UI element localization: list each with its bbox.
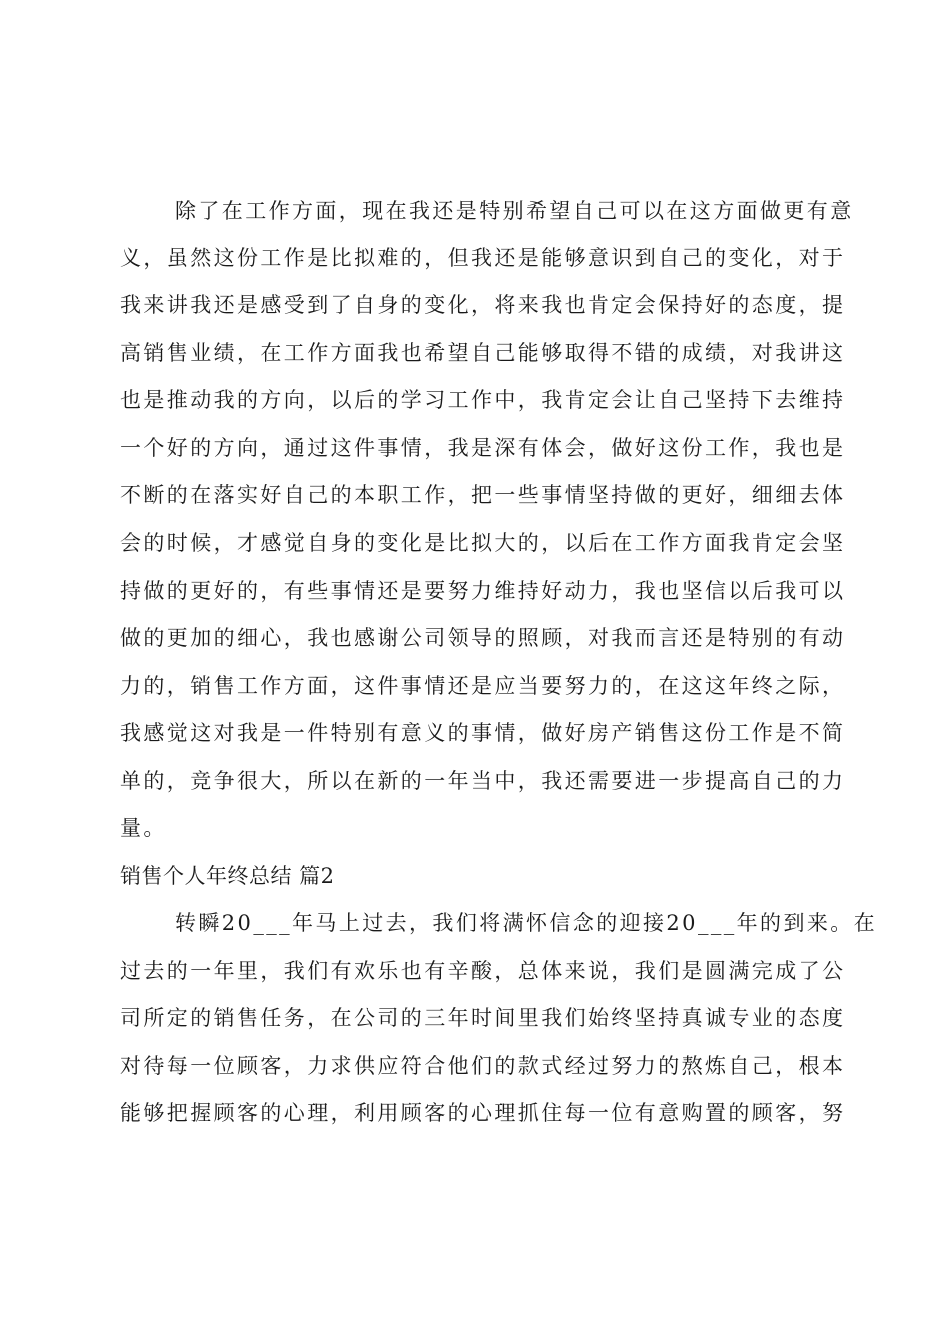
paragraph-line: 做的更加的细心，我也感谢公司领导的照顾，对我而言还是特别的有动	[120, 626, 846, 650]
paragraph-line: 司所定的销售任务，在公司的三年时间里我们始终坚持真诚专业的态度	[120, 1006, 846, 1030]
paragraph-line: 量。	[120, 816, 167, 840]
paragraph-line: 过去的一年里，我们有欢乐也有辛酸，总体来说，我们是圆满完成了公	[120, 959, 846, 983]
paragraph-line: 我来讲我还是感受到了自身的变化，将来我也肯定会保持好的态度，提	[120, 293, 846, 317]
paragraph-line: 对待每一位顾客，力求供应符合他们的款式经过努力的熬炼自己，根本	[120, 1054, 846, 1078]
paragraph-line: 会的时候，才感觉自身的变化是比拟大的，以后在工作方面我肯定会坚	[120, 531, 846, 555]
paragraph-line: 不断的在落实好自己的本职工作，把一些事情坚持做的更好，细细去体	[120, 483, 846, 507]
section-title: 销售个人年终总结 篇2	[120, 864, 335, 888]
paragraph-line: 也是推动我的方向，以后的学习工作中，我肯定会让自己坚持下去维持	[120, 388, 846, 412]
paragraph-line: 高销售业绩，在工作方面我也希望自己能够取得不错的成绩，对我讲这	[120, 341, 846, 365]
paragraph-line: 单的，竞争很大，所以在新的一年当中，我还需要进一步提高自己的力	[120, 769, 846, 793]
paragraph-line: 我感觉这对我是一件特别有意义的事情，做好房产销售这份工作是不简	[120, 721, 846, 745]
paragraph-line: 义，虽然这份工作是比拟难的，但我还是能够意识到自己的变化，对于	[120, 246, 846, 270]
paragraph-line: 一个好的方向，通过这件事情，我是深有体会，做好这份工作，我也是	[120, 436, 846, 460]
paragraph-line: 持做的更好的，有些事情还是要努力维持好动力，我也坚信以后我可以	[120, 579, 846, 603]
paragraph-line: 力的，销售工作方面，这件事情还是应当要努力的，在这这年终之际，	[120, 674, 846, 698]
paragraph-line: 转瞬20___年马上过去，我们将满怀信念的迎接20___年的到来。在	[175, 911, 878, 935]
paragraph-line: 能够把握顾客的心理，利用顾客的心理抓住每一位有意购置的顾客，努	[120, 1101, 846, 1125]
paragraph-line: 除了在工作方面，现在我还是特别希望自己可以在这方面做更有意	[175, 199, 854, 223]
